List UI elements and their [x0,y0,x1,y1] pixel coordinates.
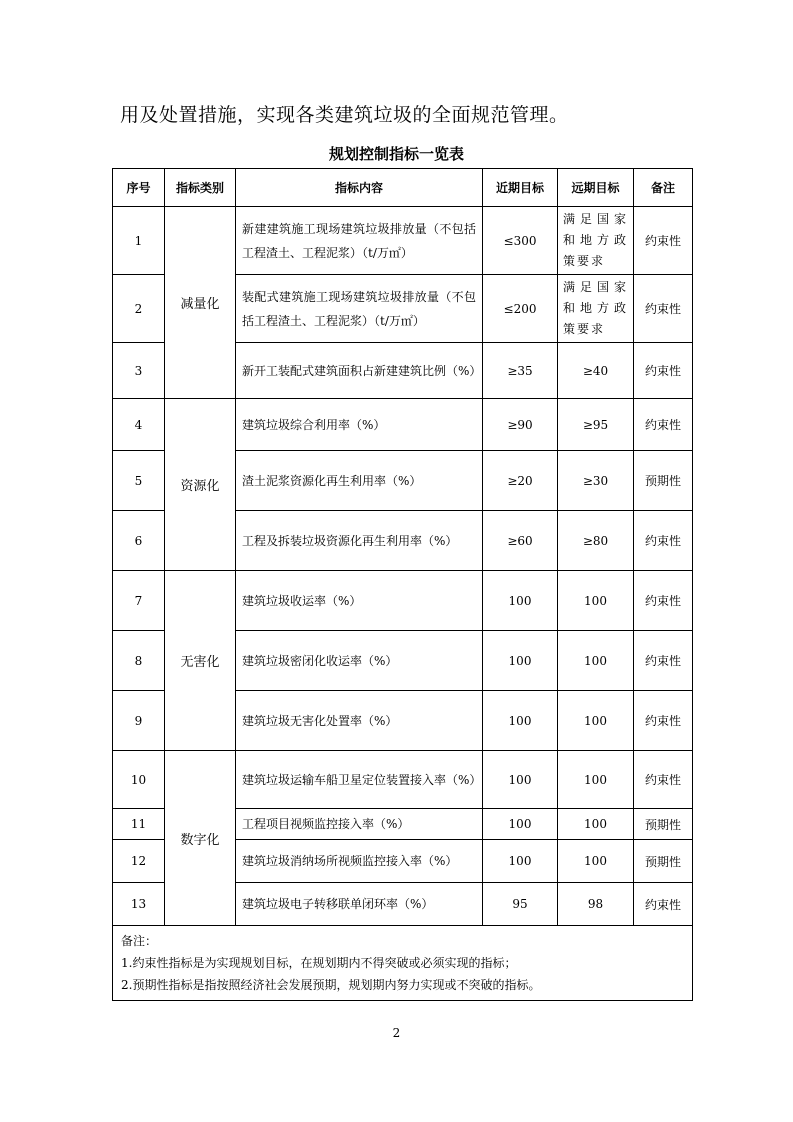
row-number: 9 [113,691,165,751]
notes-cell [113,926,693,1001]
row-far-target: 100 [558,571,634,631]
row-note: 预期性 [634,451,693,511]
header-far-target: 远期目标 [558,169,634,207]
row-far-target: 100 [558,691,634,751]
row-far-target: ≥95 [558,399,634,451]
row-far-target: 100 [558,840,634,883]
row-number: 4 [113,399,165,451]
table-row [113,751,693,809]
row-near-target: ≥60 [483,511,558,571]
category-reduction: 减量化 [165,207,236,399]
row-number: 7 [113,571,165,631]
planning-indicator-table [112,168,693,1001]
notes-line-1: 1.约束性指标是为实现规划目标，在规划期内不得突破或必须实现的指标； [121,956,517,970]
row-content: 工程项目视频监控接入率（%） [236,809,483,840]
row-content: 装配式建筑施工现场建筑垃圾排放量（不包括工程渣土、工程泥浆）（t/万㎡） [236,275,483,343]
notes-heading: 备注： [121,934,158,948]
row-near-target: 100 [483,840,558,883]
row-content: 建筑垃圾密闭化收运率（%） [236,631,483,691]
row-note: 约束性 [634,691,693,751]
notes-row [113,926,693,1001]
row-near-target: 100 [483,571,558,631]
row-far-target: 满足国家和地方政策要求 [558,275,634,343]
row-number: 1 [113,207,165,275]
row-far-target: 满足国家和地方政策要求 [558,207,634,275]
row-note: 约束性 [634,399,693,451]
row-note: 约束性 [634,751,693,809]
row-near-target: ≥20 [483,451,558,511]
row-note: 约束性 [634,631,693,691]
row-number: 8 [113,631,165,691]
row-note: 约束性 [634,207,693,275]
row-number: 3 [113,343,165,399]
row-note: 约束性 [634,275,693,343]
category-digital: 数字化 [165,751,236,926]
row-content: 新建建筑施工现场建筑垃圾排放量（不包括工程渣土、工程泥浆）（t/万㎡） [236,207,483,275]
table-row [113,399,693,451]
row-near-target: 100 [483,631,558,691]
row-far-target: ≥30 [558,451,634,511]
row-near-target: ≤300 [483,207,558,275]
table-row [113,571,693,631]
row-near-target: ≥90 [483,399,558,451]
row-far-target: ≥40 [558,343,634,399]
row-far-target: 98 [558,883,634,926]
row-near-target: 95 [483,883,558,926]
row-content: 工程及拆装垃圾资源化再生利用率（%） [236,511,483,571]
row-note: 预期性 [634,809,693,840]
row-number: 2 [113,275,165,343]
row-content: 渣土泥浆资源化再生利用率（%） [236,451,483,511]
table-title: 规划控制指标一览表 [328,145,464,163]
row-far-target: 100 [558,809,634,840]
row-content: 新开工装配式建筑面积占新建建筑比例（%） [236,343,483,399]
header-seq: 序号 [113,169,165,207]
category-harmless: 无害化 [165,571,236,751]
header-content: 指标内容 [236,169,483,207]
header-category: 指标类别 [165,169,236,207]
row-far-target: 100 [558,631,634,691]
row-content: 建筑垃圾无害化处置率（%） [236,691,483,751]
row-content: 建筑垃圾收运率（%） [236,571,483,631]
page-number: 2 [392,1026,401,1040]
row-number: 6 [113,511,165,571]
row-number: 12 [113,840,165,883]
row-far-target: 100 [558,751,634,809]
intro-paragraph: 用及处置措施，实现各类建筑垃圾的全面规范管理。 [120,104,569,126]
row-near-target: ≥35 [483,343,558,399]
row-number: 11 [113,809,165,840]
row-note: 约束性 [634,511,693,571]
row-near-target: 100 [483,809,558,840]
row-near-target: ≤200 [483,275,558,343]
row-note: 约束性 [634,571,693,631]
row-far-target: ≥80 [558,511,634,571]
header-row [113,169,693,207]
category-resource: 资源化 [165,399,236,571]
header-note: 备注 [634,169,693,207]
row-number: 5 [113,451,165,511]
row-near-target: 100 [483,691,558,751]
row-note: 预期性 [634,840,693,883]
table-row [113,207,693,275]
row-number: 10 [113,751,165,809]
row-content: 建筑垃圾综合利用率（%） [236,399,483,451]
row-near-target: 100 [483,751,558,809]
row-number: 13 [113,883,165,926]
row-note: 约束性 [634,883,693,926]
notes-line-2: 2.预期性指标是指按照经济社会发展预期，规划期内努力实现或不突破的指标。 [121,978,541,992]
row-content: 建筑垃圾消纳场所视频监控接入率（%） [236,840,483,883]
header-near-target: 近期目标 [483,169,558,207]
row-content: 建筑垃圾电子转移联单闭环率（%） [236,883,483,926]
row-note: 约束性 [634,343,693,399]
row-content: 建筑垃圾运输车船卫星定位装置接入率（%） [236,751,483,809]
